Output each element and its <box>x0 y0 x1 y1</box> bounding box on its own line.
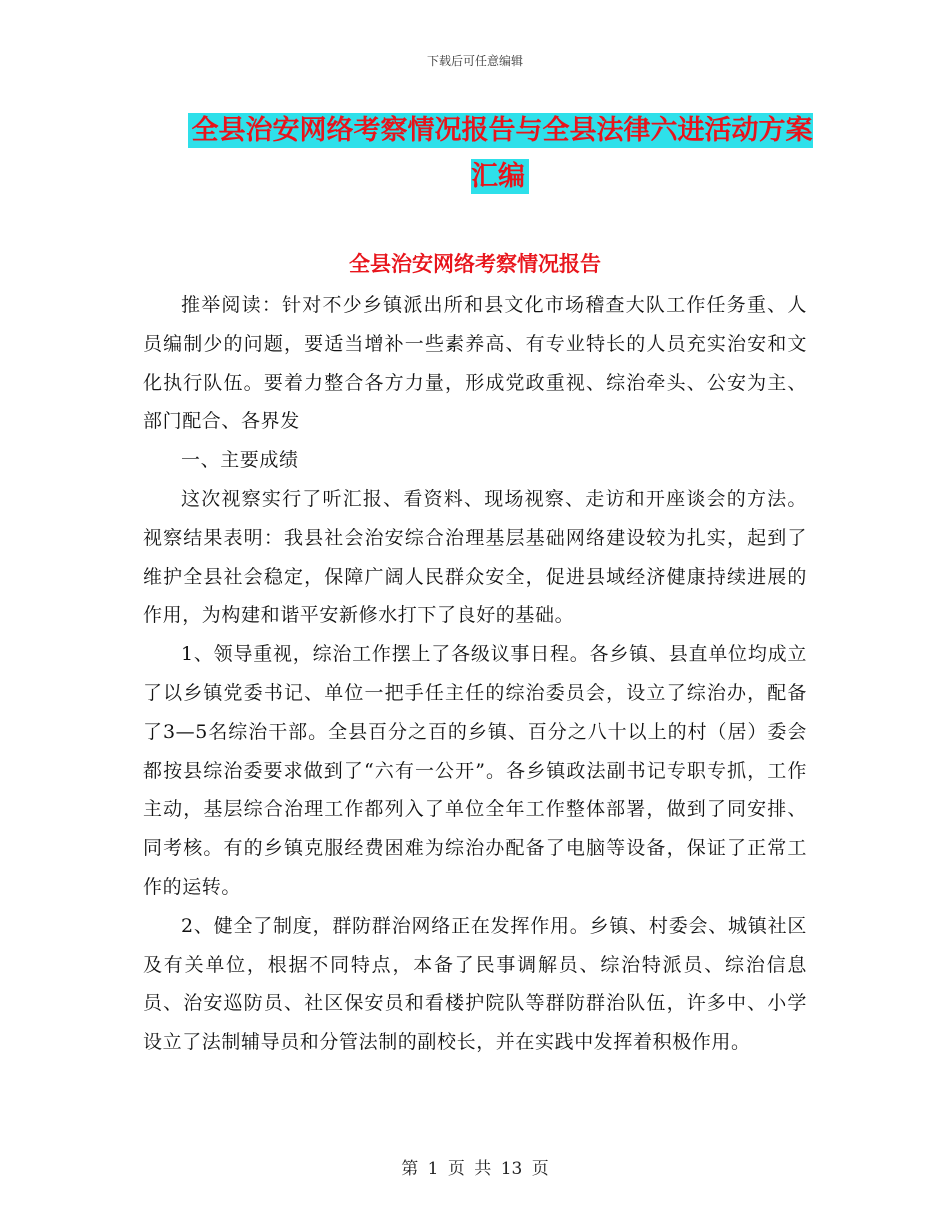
section-title: 全县治安网络考察情况报告 <box>349 251 601 276</box>
paragraph-inspection-method: 这次视察实行了听汇报、看资料、现场视察、走访和开座谈会的方法。视察结果表明：我县社会治安综合治理基层基础网络建设较为扎实，起到了维护全县社会稳定，保障广阔人民群众安全，促进县域经济健康持续进展的作用，为构建和谐平安新修水打下了良好的基础。 <box>143 487 807 627</box>
document-title <box>180 108 820 200</box>
document-body <box>143 286 807 1062</box>
paragraph-heading-achievements: 一、主要成绩 <box>181 449 299 472</box>
paragraph-point-1: 1、领导重视，综治工作摆上了各级议事日程。各乡镇、县直单位均成立了以乡镇党委书记、单位一把手任主任的综治委员会，设立了综治办，配备了3—5名综治干部。全县百分之百的乡镇、百分之八十以上的村（居）委会都按县综治委要求做到了“六有一公开”。各乡镇政法副书记专职专抓，工作主动，基层综合治理工作都列入了单位全年工作整体部署，做到了同安排、同考核。有的乡镇克服经费困难为综治办配备了电脑等设备，保证了正常工作的运转。 <box>143 643 807 898</box>
paragraph-intro: 推举阅读：针对不少乡镇派出所和县文化市场稽查大队工作任务重、人员编制少的问题，要适当增补一些素养高、有专业特长的人员充实治安和文化执行队伍。要着力整合各方力量，形成党政重视、综治牵头、公安为主、部门配合、各界发 <box>143 294 807 433</box>
document-title-highlight: 全县治安网络考察情况报告与全县法律六进活动方案汇编 <box>188 113 813 194</box>
paragraph-point-2: 2、健全了制度，群防群治网络正在发挥作用。乡镇、村委会、城镇社区及有关单位，根据不同特点，本备了民事调解员、综治特派员、综治信息员、治安巡防员、社区保安员和看楼护院队等群防群治队伍，许多中、小学设立了法制辅导员和分管法制的副校长，并在实践中发挥着积极作用。 <box>143 914 807 1054</box>
header-note: 下载后可任意编辑 <box>426 54 523 68</box>
page-indicator: 第 1 页 共 13 页 <box>401 1159 549 1179</box>
